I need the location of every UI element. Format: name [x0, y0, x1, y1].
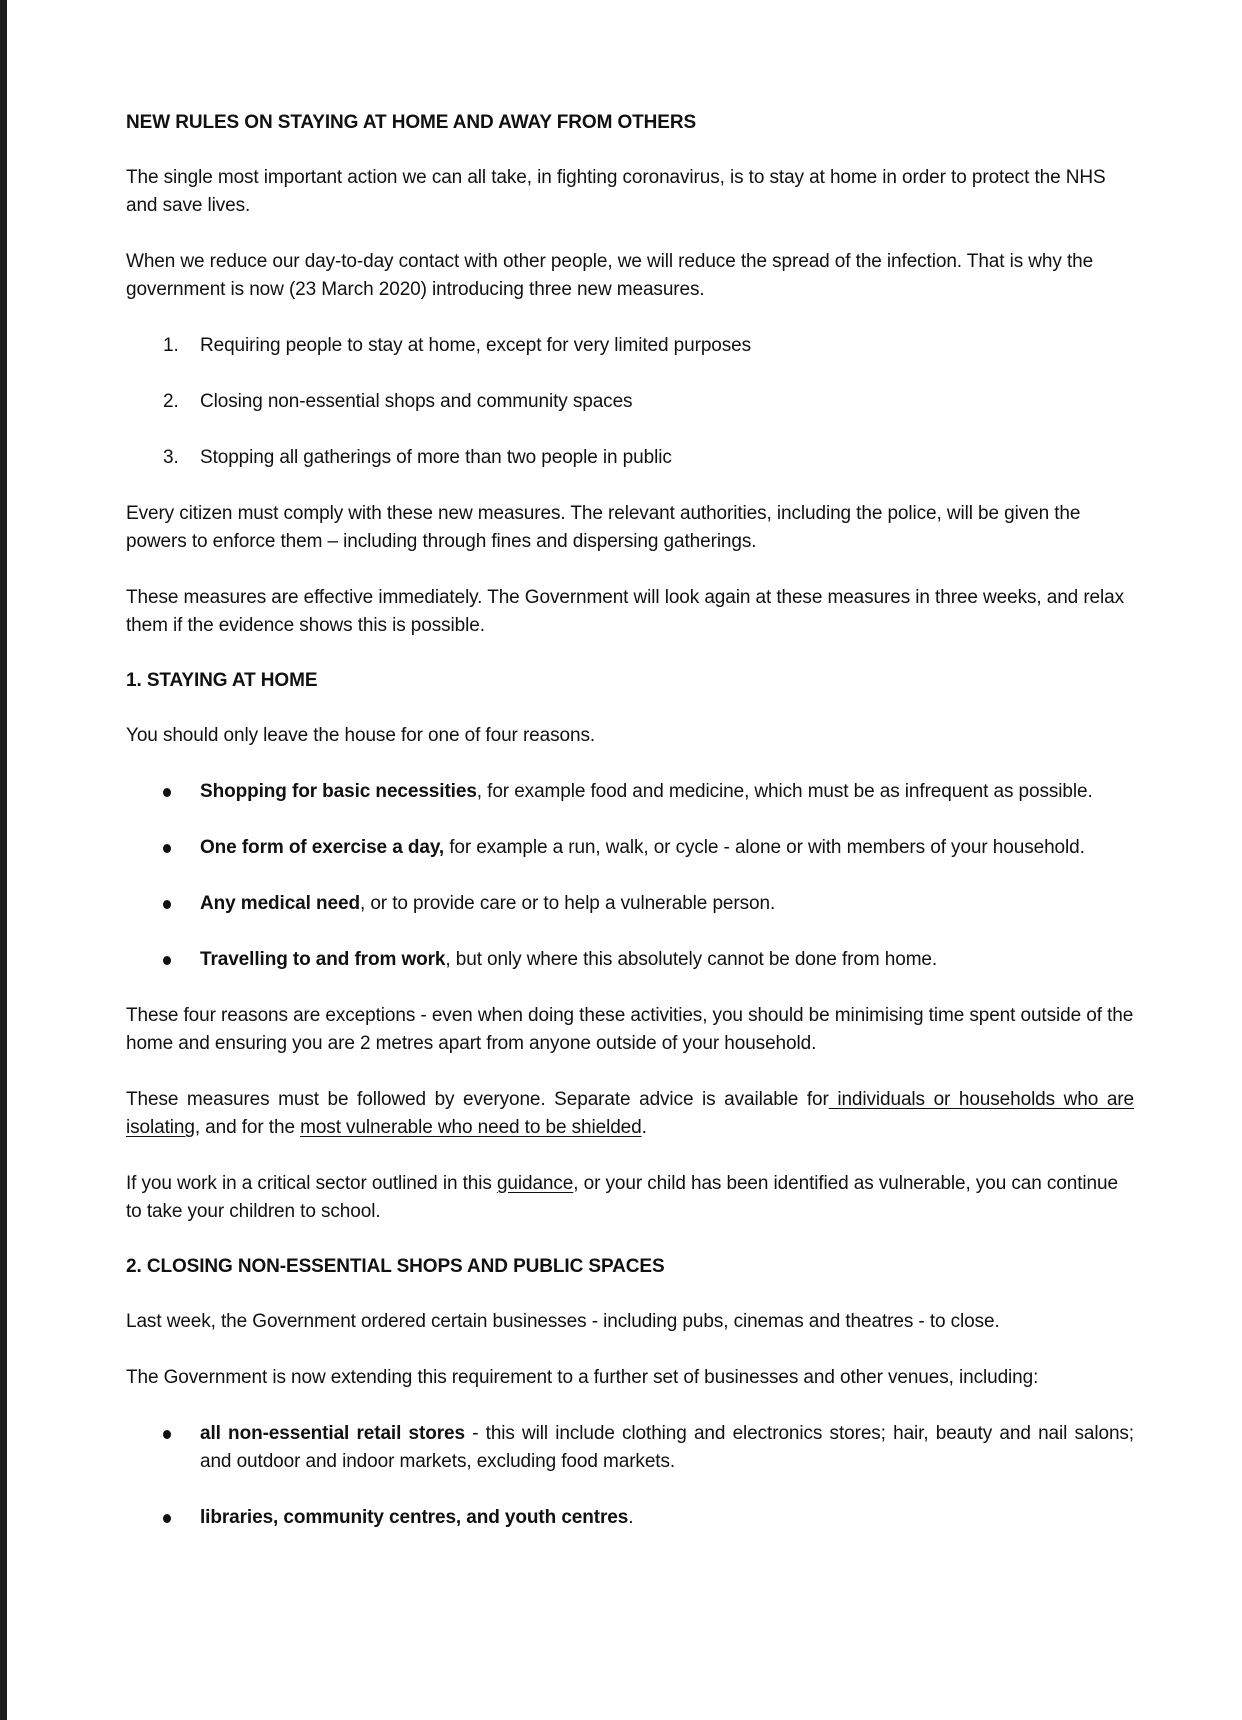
measure-number: 3. — [163, 447, 179, 468]
measure-item — [126, 332, 1134, 360]
advice-paragraph — [126, 1086, 1134, 1142]
advice-text-before: These measures must be followed by everyone. Separate advice is available for — [126, 1089, 829, 1110]
bullet-icon — [163, 788, 171, 797]
venue-text: . — [628, 1507, 634, 1528]
reasons-list — [126, 778, 1134, 974]
reason-text: , but only where this absolutely cannot be done from home. — [445, 949, 938, 970]
reason-bold: Any medical need — [200, 893, 360, 914]
intro-paragraph: When we reduce our day-to-day contact with other people, we will reduce the spread of the infection. That is why the government is now (23 March 2020) introducing three new measures. — [126, 251, 1094, 300]
document-title: NEW RULES ON STAYING AT HOME AND AWAY FROM OTHERS — [126, 112, 697, 133]
reason-bold: Shopping for basic necessities — [200, 781, 477, 802]
reason-text: , or to provide care or to help a vulnerable person. — [359, 893, 776, 914]
section-heading-closing-shops: 2. CLOSING NON-ESSENTIAL SHOPS AND PUBLIC SPACES — [126, 1256, 665, 1277]
four-reasons-lead: You should only leave the house for one of four reasons. — [126, 725, 596, 746]
bullet-icon — [163, 900, 171, 909]
section-heading-staying-at-home: 1. STAYING AT HOME — [126, 670, 318, 691]
measure-item — [126, 388, 1134, 416]
measure-text: Requiring people to stay at home, except for very limited purposes — [200, 335, 752, 356]
reason-item — [126, 890, 1134, 918]
scan-edge-strip — [0, 0, 7, 1720]
advice-text-middle: , and for the — [194, 1117, 301, 1138]
isolating-households-link[interactable]: individuals or households who are isolating — [126, 1089, 1134, 1138]
bullet-icon — [163, 844, 171, 853]
reason-item — [126, 834, 1134, 862]
bullet-icon — [163, 956, 171, 965]
intro-paragraph: The single most important action we can all take, in fighting coronavirus, is to stay at home in order to protect the NHS and save lives. — [126, 167, 1106, 216]
reason-text: , for example food and medicine, which must be as infrequent as possible. — [476, 781, 1093, 802]
guidance-link[interactable]: guidance — [496, 1173, 574, 1194]
reason-bold: Travelling to and from work — [200, 949, 446, 970]
venue-bold: all non-essential retail stores — [200, 1423, 465, 1444]
reason-bold: One form of exercise a day, — [200, 837, 445, 858]
measure-number: 2. — [163, 391, 179, 412]
compliance-paragraph: Every citizen must comply with these new measures. The relevant authorities, including the police, will be given the powers to enforce them – including through fines and dispersing gatherings. — [126, 503, 1081, 552]
reason-item — [126, 778, 1134, 806]
last-week-paragraph: Last week, the Government ordered certain businesses - including pubs, cinemas and theatres - to close. — [126, 1311, 1000, 1332]
venue-item — [126, 1420, 1134, 1476]
school-text-before: If you work in a critical sector outlined in this — [126, 1173, 497, 1194]
document-page — [126, 110, 1134, 1560]
reason-text: for example a run, walk, or cycle - alone or with members of your household. — [444, 837, 1085, 858]
measures-list — [126, 332, 1134, 472]
advice-text-after: . — [641, 1117, 647, 1138]
measure-number: 1. — [163, 335, 179, 356]
extending-paragraph: The Government is now extending this requirement to a further set of businesses and other venues, including: — [126, 1367, 1039, 1388]
venue-bold: libraries, community centres, and youth centres — [200, 1507, 629, 1528]
venue-text: - this will include clothing and electronics stores; hair, beauty and nail salons; and outdoor and indoor markets, excluding food markets. — [200, 1423, 1134, 1472]
school-text-after: , or your child has been identified as vulnerable, you can continue to take your children to school. — [126, 1173, 1118, 1222]
shielded-vulnerable-link[interactable]: most vulnerable who need to be shielded — [300, 1117, 642, 1138]
venues-list — [126, 1420, 1134, 1532]
measure-text: Stopping all gatherings of more than two people in public — [200, 447, 672, 468]
venue-item — [126, 1504, 1134, 1532]
bullet-icon — [163, 1514, 171, 1523]
exceptions-paragraph: These four reasons are exceptions - even when doing these activities, you should be minimising time spent outside of the home and ensuring you are 2 metres apart from anyone outside of your household. — [126, 1005, 1134, 1054]
measure-item — [126, 444, 1134, 472]
bullet-icon — [163, 1430, 171, 1439]
measure-text: Closing non-essential shops and community spaces — [200, 391, 633, 412]
school-paragraph — [126, 1170, 1134, 1226]
reason-item — [126, 946, 1134, 974]
effective-paragraph: These measures are effective immediately. The Government will look again at these measures in three weeks, and relax them if the evidence shows this is possible. — [126, 587, 1125, 636]
